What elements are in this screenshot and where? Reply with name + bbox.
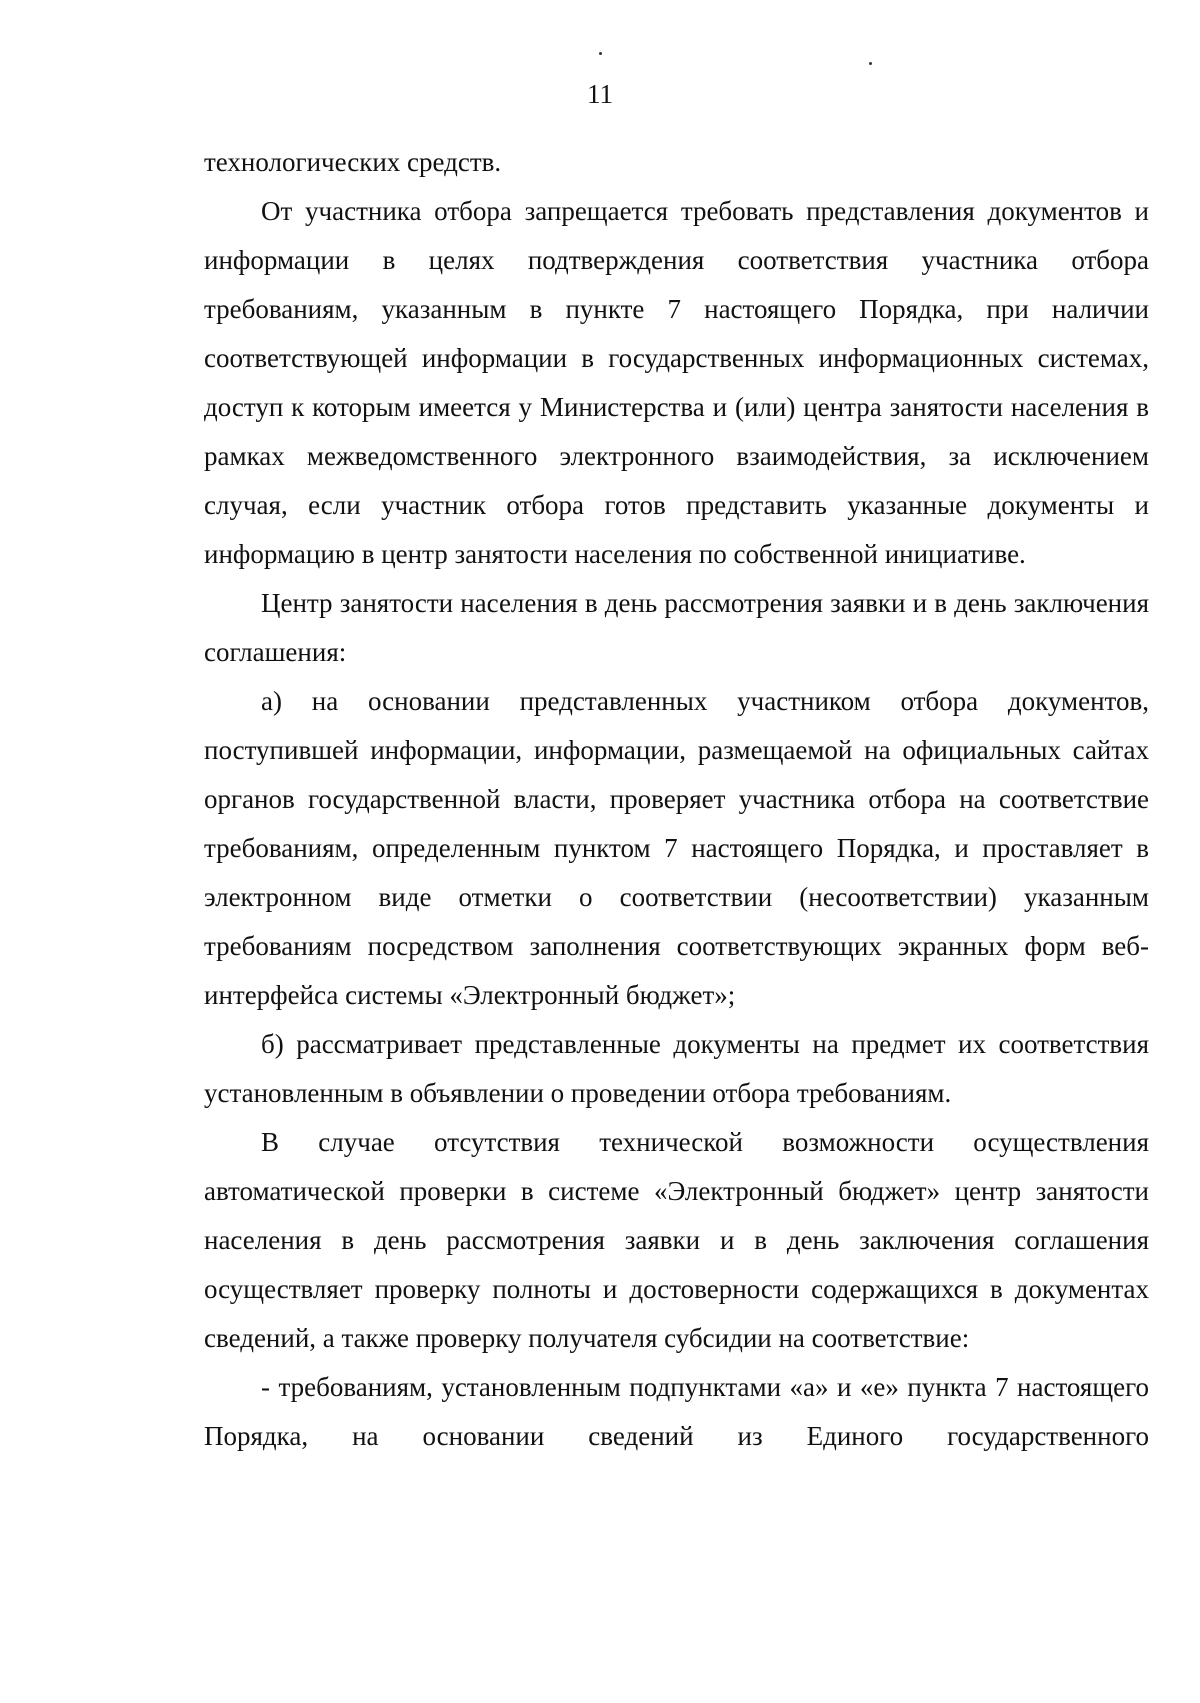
paragraph-item-a: а) на основании представленных участником отбора документов, поступившей информации, информации, размещаемой на официальных сайтах органов государственной власти, проверяет участника отбора на соответствие требованиям, определенным пунктом 7 настоящего Порядка, и проставляет в электронном виде отметки о соответствии (несоответствии) указанным требованиям посредством заполнения соответствующих экранных форм веб-интерфейса системы «Электронный бюджет»; xyxy=(204,686,1149,1010)
document-body xyxy=(204,138,1149,1461)
paragraph-no-technical-possibility: В случае отсутствия технической возможности осуществления автоматической проверки в системе «Электронный бюджет» центр занятости населения в день рассмотрения заявки и в день заключения соглашения осуществляет проверку полноты и достоверности содержащихся в документах сведений, а также проверку получателя субсидии на соответствие: xyxy=(204,1127,1149,1353)
page-number: 11 xyxy=(587,79,613,109)
scan-speck xyxy=(869,62,872,65)
paragraph-requirements-list-item: - требованиям, установленным подпунктами «а» и «е» пункта 7 настоящего Порядка, на основании сведений из Единого государственного xyxy=(204,1372,1149,1451)
paragraph-item-b: б) рассматривает представленные документы на предмет их соответствия установленным в объявлении о проведении отбора требованиям. xyxy=(204,1029,1149,1108)
paragraph-continuation: технологических средств. xyxy=(204,147,502,177)
paragraph-document-request-ban: От участника отбора запрещается требовать представления документов и информации в целях подтверждения соответствия участника отбора требованиям, указанным в пункте 7 настоящего Порядка, при наличии соответствующей информации в государственных информационных системах, доступ к которым имеется у Министерства и (или) центра занятости населения в рамках межведомственного электронного взаимодействия, за исключением случая, если участник отбора готов представить указанные документы и информацию в центр занятости населения по собственной инициативе. xyxy=(204,196,1149,569)
scan-speck xyxy=(599,52,602,55)
paragraph-employment-center-duties: Центр занятости населения в день рассмотрения заявки и в день заключения соглашения: xyxy=(204,588,1149,667)
